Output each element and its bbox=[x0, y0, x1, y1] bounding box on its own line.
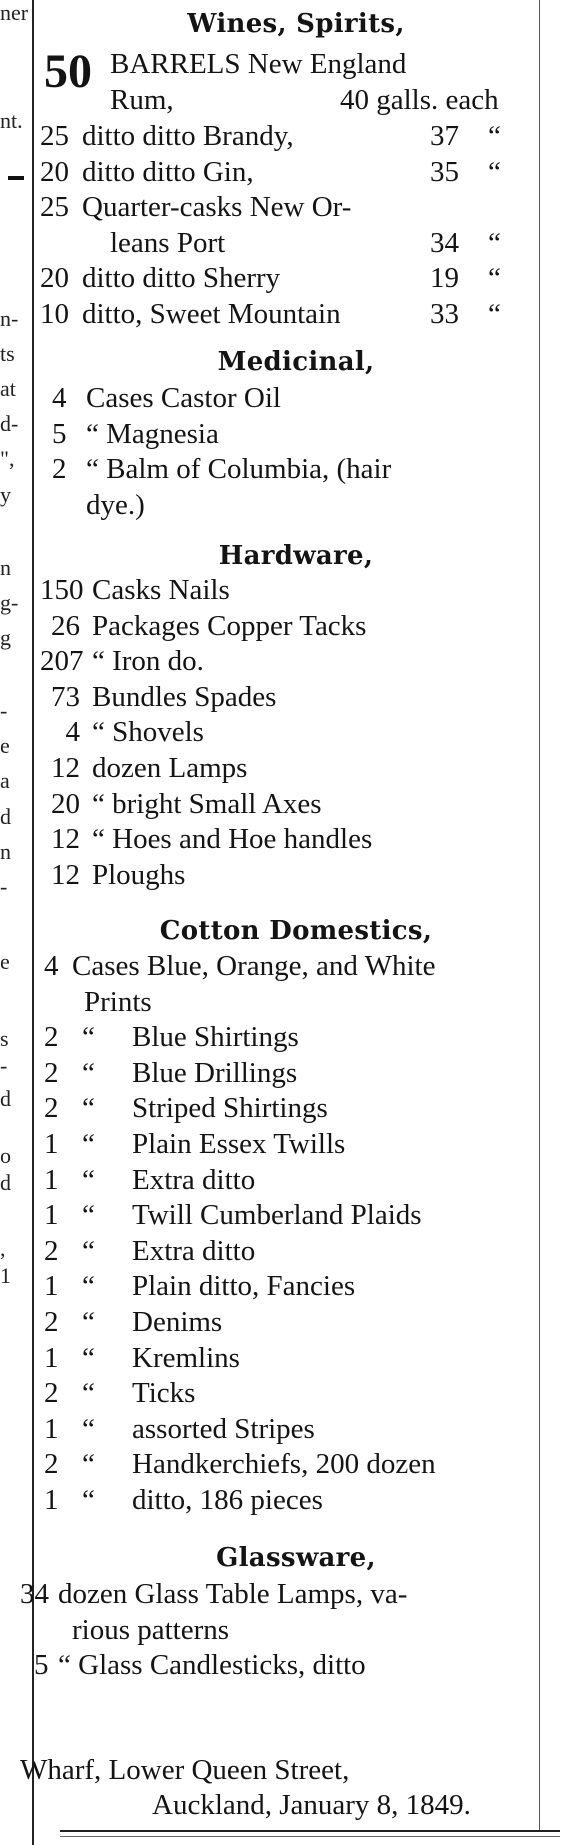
intro-line bbox=[40, 46, 552, 82]
item-description: Bundles Spades bbox=[92, 680, 277, 713]
item-quantity: 4 bbox=[52, 382, 67, 414]
list-item bbox=[40, 1268, 552, 1304]
item-quantity: 20 bbox=[40, 262, 69, 295]
item-description: ditto, Sweet Mountain bbox=[82, 298, 341, 330]
heading-hardware: Hardware, bbox=[218, 541, 374, 571]
list-item bbox=[40, 1055, 552, 1091]
item-description: Plain ditto, Fancies bbox=[132, 1270, 356, 1303]
ditto-mark: “ bbox=[82, 1377, 95, 1410]
ditto-mark: “ bbox=[82, 1448, 95, 1481]
item-gallons: 33 bbox=[430, 298, 459, 330]
list-item bbox=[40, 380, 552, 416]
left-fragment: ts bbox=[0, 341, 15, 366]
list-item bbox=[40, 984, 552, 1020]
list-item bbox=[40, 572, 552, 608]
item-description: Blue Drillings bbox=[132, 1056, 298, 1089]
list-item bbox=[40, 1233, 552, 1269]
heading-wines-spirits: Wines, Spirits, bbox=[187, 9, 405, 39]
left-fragment: e bbox=[0, 733, 10, 758]
item-description: Cases Castor Oil bbox=[86, 382, 281, 414]
item-description: “ Glass Candlesticks, ditto bbox=[58, 1649, 366, 1682]
list-item bbox=[40, 487, 552, 523]
item-description: dozen Lamps bbox=[92, 752, 248, 784]
ditto-mark: “ bbox=[488, 298, 501, 330]
left-fragment: - bbox=[0, 874, 8, 899]
item-description: dozen Glass Table Lamps, va- bbox=[58, 1578, 408, 1610]
list-item bbox=[40, 679, 552, 715]
list-item bbox=[40, 451, 552, 487]
ditto-mark: “ bbox=[488, 262, 501, 295]
left-fragment: y bbox=[0, 482, 11, 507]
left-fragment: s bbox=[0, 1026, 9, 1051]
left-fragment: n bbox=[0, 555, 11, 580]
item-quantity: 2 bbox=[44, 1056, 59, 1089]
left-fragment: d bbox=[0, 804, 11, 829]
list-item bbox=[40, 750, 552, 786]
ditto-mark: “ bbox=[82, 1341, 95, 1374]
item-gallons: 34 bbox=[430, 226, 459, 259]
list-item bbox=[40, 1482, 552, 1518]
heading-medicinal: Medicinal, bbox=[217, 347, 375, 377]
left-fragment: d bbox=[0, 1086, 11, 1111]
item-quantity: 1 bbox=[44, 1199, 59, 1232]
item-quantity: 1 bbox=[44, 1128, 59, 1160]
item-description: Blue Shirtings bbox=[132, 1021, 299, 1054]
item-quantity: 25 bbox=[40, 120, 69, 152]
footer-rule-thin bbox=[60, 1836, 560, 1837]
item-description: ditto ditto Brandy, bbox=[82, 120, 294, 152]
column-rule-left bbox=[32, 0, 34, 1845]
item-quantity: 20 bbox=[51, 787, 80, 820]
ditto-mark: “ bbox=[82, 1484, 95, 1516]
item-description: Extra ditto bbox=[132, 1234, 256, 1267]
item-description: Quarter-casks New Or- bbox=[82, 191, 352, 224]
list-item bbox=[40, 1304, 552, 1340]
list-item bbox=[40, 1197, 552, 1233]
item-description: Casks Nails bbox=[92, 574, 230, 606]
list-item bbox=[40, 189, 552, 225]
item-quantity: 25 bbox=[40, 191, 69, 224]
item-quantity: 20 bbox=[40, 155, 69, 188]
list-item bbox=[40, 154, 552, 190]
footer-rule bbox=[60, 1830, 560, 1832]
list-item bbox=[40, 416, 552, 452]
item-description: Handkerchiefs, 200 dozen bbox=[132, 1448, 436, 1481]
item-quantity: 2 bbox=[44, 1092, 59, 1125]
item-description: ditto ditto Gin, bbox=[82, 155, 254, 188]
list-item bbox=[40, 296, 552, 332]
item-quantity: 12 bbox=[51, 752, 80, 784]
item-description: Prints bbox=[84, 985, 152, 1018]
item-quantity: 1 bbox=[44, 1341, 59, 1374]
item-description: Ticks bbox=[132, 1377, 196, 1410]
left-fragment: 1 bbox=[0, 1263, 11, 1288]
footer-line-2: Auckland, January 8, 1849. bbox=[152, 1789, 471, 1821]
list-item bbox=[40, 1090, 552, 1126]
list-item bbox=[40, 948, 552, 984]
left-fragment: e bbox=[0, 949, 10, 974]
list-item bbox=[40, 1411, 552, 1447]
item-quantity: 5 bbox=[52, 417, 67, 450]
item-description: Packages Copper Tacks bbox=[92, 609, 367, 642]
item-description: Kremlins bbox=[132, 1341, 240, 1374]
list-item bbox=[40, 643, 552, 679]
list-item bbox=[40, 1019, 552, 1055]
ditto-mark: “ bbox=[82, 1412, 95, 1445]
left-fragment: - bbox=[0, 1053, 8, 1078]
ditto-mark: “ bbox=[82, 1234, 95, 1267]
ditto-mark: “ bbox=[488, 155, 501, 188]
ditto-mark: “ bbox=[82, 1199, 95, 1232]
intro-cont: Rum, bbox=[110, 84, 174, 116]
intro-text: BARRELS New England bbox=[110, 48, 407, 80]
item-description: Extra ditto bbox=[132, 1163, 256, 1196]
column-dash-mark bbox=[8, 176, 24, 180]
ditto-mark: “ bbox=[82, 1128, 95, 1160]
left-fragment: g bbox=[0, 625, 11, 650]
item-description: “ Hoes and Hoe handles bbox=[92, 823, 373, 856]
item-description: ditto, 186 pieces bbox=[132, 1484, 323, 1516]
list-item bbox=[40, 821, 552, 857]
item-quantity: 1 bbox=[44, 1163, 59, 1196]
item-description: leans Port bbox=[110, 226, 226, 259]
item-description: Striped Shirtings bbox=[132, 1092, 328, 1125]
item-quantity: 4 bbox=[44, 950, 59, 982]
item-quantity: 2 bbox=[44, 1306, 59, 1338]
item-description: Twill Cumberland Plaids bbox=[132, 1199, 422, 1232]
heading-glassware: Glassware, bbox=[216, 1543, 376, 1573]
left-fragment: , bbox=[0, 1236, 6, 1261]
footer-line-1: Wharf, Lower Queen Street, bbox=[20, 1754, 350, 1786]
item-description: Denims bbox=[132, 1306, 223, 1338]
item-quantity: 4 bbox=[65, 716, 80, 749]
item-quantity: 10 bbox=[40, 298, 69, 330]
item-gallons: 35 bbox=[430, 155, 459, 188]
item-quantity: 26 bbox=[51, 609, 80, 642]
item-quantity: 12 bbox=[51, 823, 80, 856]
left-fragment: d bbox=[0, 1170, 11, 1195]
item-quantity: 2 bbox=[52, 453, 67, 486]
item-quantity: 34 bbox=[20, 1578, 49, 1610]
list-item bbox=[40, 1126, 552, 1162]
list-item bbox=[40, 1612, 552, 1648]
list-item bbox=[40, 1375, 552, 1411]
item-quantity: 12 bbox=[51, 858, 80, 891]
left-fragment: n bbox=[0, 839, 11, 864]
item-description: “ Balm of Columbia, (hair bbox=[86, 453, 392, 486]
list-item bbox=[40, 1340, 552, 1376]
list-item bbox=[20, 1576, 552, 1612]
item-gallons: 19 bbox=[430, 262, 459, 295]
list-item bbox=[40, 786, 552, 822]
item-quantity: 2 bbox=[44, 1377, 59, 1410]
left-fragment: at bbox=[0, 376, 16, 401]
left-fragment: ner bbox=[0, 0, 29, 25]
item-description: Cases Blue, Orange, and White bbox=[72, 950, 436, 982]
item-gallons: 37 bbox=[430, 120, 459, 152]
item-quantity: 150 bbox=[40, 574, 84, 606]
left-fragment: ", bbox=[0, 446, 15, 471]
item-description: rious patterns bbox=[72, 1613, 230, 1646]
heading-cotton-domestics: Cotton Domestics, bbox=[159, 916, 433, 946]
item-quantity: 1 bbox=[44, 1270, 59, 1303]
item-description: Ploughs bbox=[92, 858, 186, 891]
intro-number: 50 bbox=[44, 45, 92, 98]
ditto-mark: “ bbox=[82, 1306, 95, 1338]
intro-qty: 40 galls. each bbox=[340, 84, 499, 116]
item-quantity: 5 bbox=[34, 1649, 49, 1682]
item-quantity: 1 bbox=[44, 1412, 59, 1445]
list-item bbox=[40, 260, 552, 296]
list-item bbox=[40, 118, 552, 154]
item-description: assorted Stripes bbox=[132, 1412, 315, 1445]
item-quantity: 73 bbox=[51, 680, 80, 713]
list-item bbox=[40, 857, 552, 893]
ditto-mark: “ bbox=[82, 1021, 95, 1054]
item-quantity: 2 bbox=[44, 1448, 59, 1481]
list-item bbox=[40, 714, 552, 750]
item-quantity: 1 bbox=[44, 1484, 59, 1516]
left-fragment: a bbox=[0, 768, 10, 793]
item-quantity: 207 bbox=[40, 645, 84, 678]
left-fragment: - bbox=[0, 698, 8, 723]
item-description: ditto ditto Sherry bbox=[82, 262, 281, 295]
item-description: “ Iron do. bbox=[92, 645, 204, 678]
item-quantity: 2 bbox=[44, 1021, 59, 1054]
list-item bbox=[40, 608, 552, 644]
ditto-mark: “ bbox=[82, 1270, 95, 1303]
list-item bbox=[40, 1162, 552, 1198]
item-description: “ Magnesia bbox=[86, 417, 219, 450]
item-description: dye.) bbox=[86, 488, 145, 521]
left-fragment: n- bbox=[0, 306, 19, 331]
left-fragment: d- bbox=[0, 411, 19, 436]
left-fragment: g- bbox=[0, 590, 19, 615]
left-fragment: o bbox=[0, 1143, 11, 1168]
left-fragment: nt. bbox=[0, 108, 23, 133]
list-item bbox=[40, 225, 552, 261]
ditto-mark: “ bbox=[82, 1056, 95, 1089]
ditto-mark: “ bbox=[488, 226, 501, 259]
list-item bbox=[40, 1446, 552, 1482]
ditto-mark: “ bbox=[82, 1163, 95, 1196]
ditto-mark: “ bbox=[82, 1092, 95, 1125]
item-description: “ Shovels bbox=[92, 716, 204, 749]
item-description: Plain Essex Twills bbox=[132, 1128, 346, 1160]
item-quantity: 2 bbox=[44, 1234, 59, 1267]
item-description: “ bright Small Axes bbox=[92, 787, 322, 820]
ditto-mark: “ bbox=[488, 120, 501, 152]
list-item bbox=[34, 1647, 552, 1683]
intro-line-2 bbox=[40, 82, 552, 118]
